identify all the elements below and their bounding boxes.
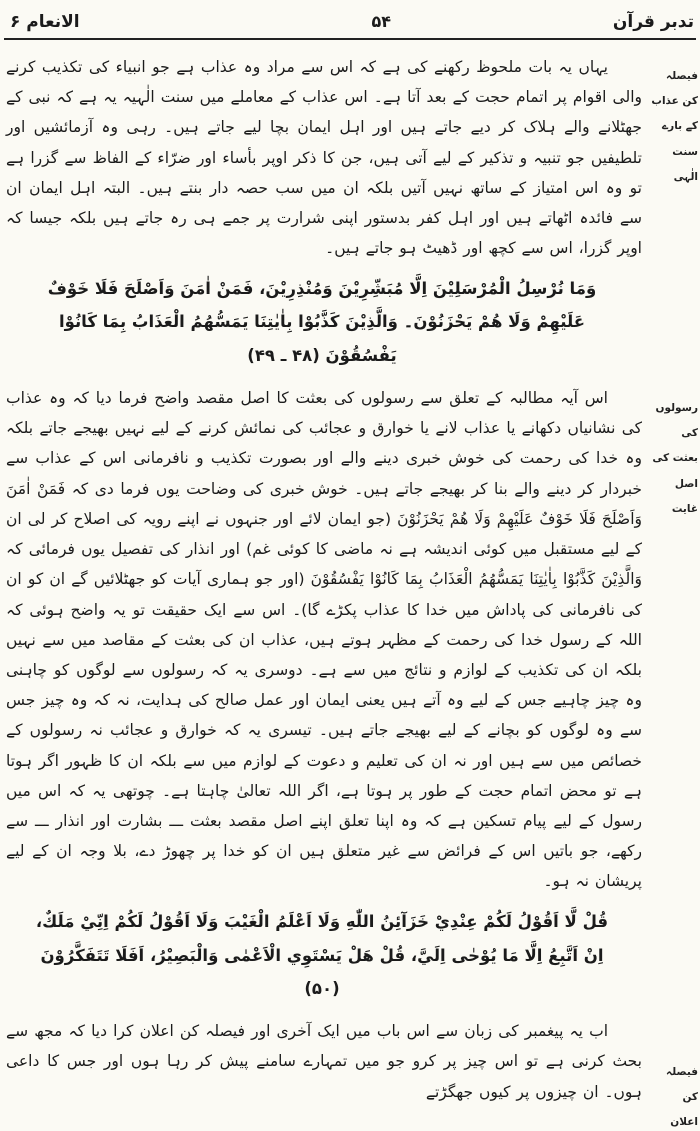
margin-note-line: سنت الٰہی: [672, 145, 698, 183]
margin-note-bethat-ghayat: [648, 396, 698, 522]
commentary-paragraph: اس آیہ مطالبہ کے تعلق سے رسولوں کی بعثت کا اصل مقصد واضح فرما دیا کہ وہ عذاب کی نشانیاں دکھانے یا عذاب لانے یا خوارق و عجائب کی نمائش کرنے کے لیے نہیں بھیجے جاتے بلکہ وہ خدا کی رحمت کی خوش خبری دینے والے اور بصورت تکذیب و نافرمانی اس کے عذاب سے خبردار کر دینے والے بنا کر بھیجے جاتے ہیں۔ خوش خبری کی وضاحت یوں فرما دی کہ فَمَنْ اٰمَنَ وَاَصْلَحَ فَلَا خَوْفٌ عَلَيْهِمْ وَلَا هُمْ يَحْزَنُوْنَ (جو ایمان لائے اور جنہوں نے اپنے رویہ کی اصلاح کر لی ان کے لیے مستقبل میں کوئی اندیشہ ہے نہ ماضی کا کوئی غم) اور انذار کی تفصیل یوں فرمائی کہ وَالَّذِيْنَ كَذَّبُوْا بِاٰيٰتِنَا يَمَسُّهُمُ الْعَذَابُ بِمَا كَانُوْا يَفْسُقُوْنَ (اور جو ہماری آیات کو جھٹلائیں گے ان کو ان کی نافرمانی کی پاداش میں خدا کا عذاب پکڑے گا)۔ اس سے ایک حقیقت تو یہ واضح ہوئی کہ اللہ کے رسول خدا کی رحمت کے مظہر ہوتے ہیں، عذاب ان کی بعثت کے مقاصد میں سے نہیں بلکہ ان کی تکذیب کے لوازم و نتائج میں سے ہے۔ دوسری یہ کہ رسولوں سے لوگوں کو چاہنی وہ چیز چاہیے جس کے لیے وہ آتے ہیں یعنی ایمان اور عمل صالح کی ہدایت، نہ کہ وہ چیز جس سے وہ لوگوں کو بچانے کے لیے بھیجے جاتے ہیں۔ تیسری یہ کہ خوارق و عجائب نہ رسولوں کے خصائص میں سے ہیں اور نہ ان کی تعلیم و دعوت کے لوازم میں سے بلکہ ان کا ظہور اگر ہوتا ہے تو محض اتمام حجت کے طور پر ہوتا ہے، اگر اللہ تعالیٰ چاہتا ہے۔ چوتھی یہ کہ اس میں رسول کے لیے پیام تسکین ہے کہ وہ اپنا تعلق اپنے اصل مقصد بعثت ـــ بشارت اور انذار ـــ سے رکھے، جو باتیں اس کے فرائض سے غیر متعلق ہیں ان کو خدا پر چھوڑ دے، بلا وجہ ان کے لیے پریشان نہ ہو۔: [6, 388, 642, 891]
margin-note-line: رسولوں کی: [655, 402, 698, 440]
surah-name: الانعام ۶: [10, 12, 80, 32]
book-title: تدبر قرآن: [612, 12, 694, 32]
margin-note-line: فیصلہ کن: [666, 1066, 698, 1104]
margin-note-line: اعلان: [670, 1116, 698, 1129]
margin-note-sunnat-ilahi: [648, 64, 698, 190]
margin-note-line: اصل غایت: [671, 477, 698, 515]
commentary-paragraph: یہاں یہ بات ملحوظ رکھنے کی ہے کہ اس سے مراد وہ عذاب ہے جو انبیاء کی تکذیب کرنے والی اقوام پر اتمام حجت کے بعد آتا ہے۔ اس عذاب کے معاملے میں سنت الٰہیہ یہ ہے کہ نبی کے جھٹلانے والے ہلاک کر دیے جاتے ہیں اور اہل ایمان بچا لیے جاتے ہیں۔ رہی وہ آزمائشیں اور تلطیفیں جو تنبیہ و تذکیر کے لیے آتی ہیں، جن کا ذکر اوپر بأساء اور ضرّاء کے الفاظ سے گزرا ہے تو وہ اس امتیاز کے ساتھ نہیں آتیں بلکہ ان میں سب حصہ دار بنتے ہیں۔ البتہ اہل ایمان ان سے فائدہ اٹھاتے ہیں اور اہل کفر بدستور اپنی شرارت پر جمے ہی رہ جاتے ہیں بلکہ جیسا کہ اوپر گزرا، اس سے کچھ اور ڈھیٹ ہو جاتے ہیں۔: [6, 58, 642, 258]
quran-verse-50: قُلْ لَّا اَقُوْلُ لَكُمْ عِنْدِيْ خَزَآئِنُ اللّٰهِ وَلَا اَعْلَمُ الْغَيْبَ وَلَا اَقُوْلُ لَكُمْ اِنِّيْ مَلَكٌ، اِنْ اَتَّبِعُ اِلَّا مَا يُوْحٰى اِلَيَّ، قُلْ هَلْ يَسْتَوِي الْاَعْمٰى وَالْبَصِيْرُ، اَفَلَا تَتَفَكَّرُوْنَ (۵۰): [35, 911, 609, 999]
page-body: [0, 40, 700, 1107]
commentary-paragraph: اب یہ پیغمبر کی زبان سے اس باب میں ایک آخری اور فیصلہ کن اعلان کرا دیا کہ مجھ سے بحث کرنی ہے تو اس چیز پر کرو جو میں تمہارے سامنے پیش کر رہا ہوں اور جس کا داعی ہوں۔ ان چیزوں پر کیوں جھگڑتے: [6, 1022, 642, 1101]
margin-note-line: فیصلہ کن عذاب: [651, 70, 698, 108]
margin-note-elaan: [648, 1060, 698, 1131]
margin-note-line: بعثت کی: [652, 452, 698, 465]
margin-note-line: کے بارے: [662, 120, 698, 133]
quran-verse-48-49: وَمَا نُرْسِلُ الْمُرْسَلِيْنَ اِلَّا مُبَشِّرِيْنَ وَمُنْذِرِيْنَ، فَمَنْ اٰمَنَ وَاَصْلَحَ فَلَا خَوْفٌ عَلَيْهِمْ وَلَا هُمْ يَحْزَنُوْنَ۔ وَالَّذِيْنَ كَذَّبُوْا بِاٰيٰتِنَا يَمَسُّهُمُ الْعَذَابُ بِمَا كَانُوْا يَفْسُقُوْنَ (۴۸ ـ ۴۹): [47, 278, 597, 366]
page-header: [0, 0, 700, 36]
text-column: [6, 52, 642, 1107]
page-number: ۵۴: [371, 12, 392, 31]
